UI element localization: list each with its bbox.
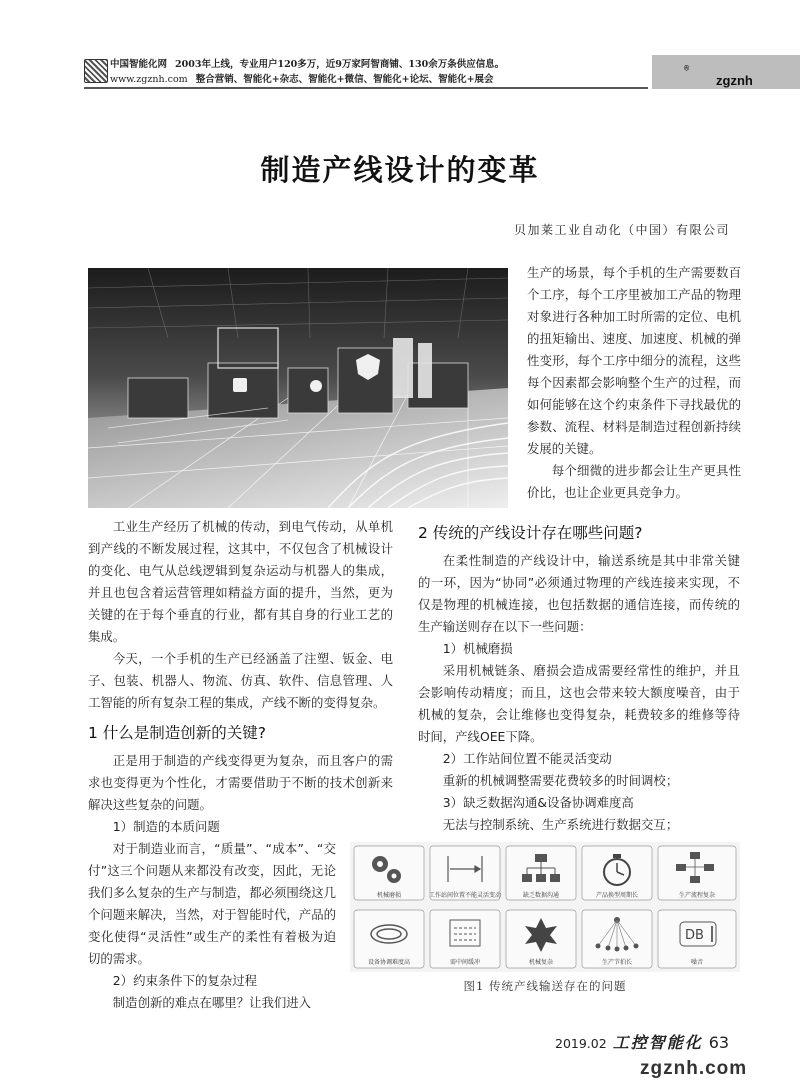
page-header <box>0 0 800 95</box>
paragraph: 正是用于制造的产线变得更为复杂，而且客户的需求也变得更为个性化，才需要借助于不断的技术创新来解决这些复杂的问题。 <box>88 753 393 812</box>
site-url[interactable]: www.zgznh.com <box>110 74 188 85</box>
header-line-2 <box>110 71 494 85</box>
figure-label: 缺乏数据沟通 <box>522 892 560 899</box>
subheading: 1）制造的本质问题 <box>112 819 220 834</box>
header-line-1 <box>110 56 504 70</box>
problem-figure-svg <box>350 842 740 972</box>
issue-date: 2019.02 <box>555 1036 607 1051</box>
section-heading-1: 1 什么是制造创新的关键? <box>88 724 267 742</box>
paragraph: 在柔性制造的产线设计中，输送系统是其中非常关键的一环，因为“协同”必须通过物理的产线连接来实现，不仅是物理的机械连接，也包括数据的通信连接，而传统的生产输送则存在以下一些问题： <box>418 553 740 634</box>
factory-illustration <box>88 268 508 508</box>
subheading: 2）工作站间位置不能灵活变动 <box>442 751 612 766</box>
figure-label: 产品换型周期长 <box>595 892 639 899</box>
left-column <box>88 516 393 1014</box>
factory-illustration-svg <box>88 268 508 508</box>
paragraph: 工业生产经历了机械的传动，到电气传动，从单机到产线的不断发展过程，这其中，不仅包含了机械设计的变化、电气从总线逻辑到复杂运动与机器人的集成，并且也包含着运营管理如精益方面的提升，当然，更为关键的在于每个垂直的行业，都有其自身的行业工艺的集成。 <box>88 519 393 644</box>
db-text: DB <box>685 928 704 943</box>
figure-label: 生产流程复杂 <box>678 892 716 899</box>
footer-site[interactable]: zgznh.com <box>640 1058 748 1079</box>
figure-label: 生产节拍长 <box>601 959 633 966</box>
site-name: 中国智能化网 <box>110 59 168 70</box>
brand-tab-label: zgznh <box>716 73 753 88</box>
figure-label: 机械复杂 <box>528 959 554 966</box>
figure-label: 设备协调难度高 <box>367 959 411 966</box>
brand-tab <box>652 55 800 89</box>
paragraph: 生产的场景，每个手机的生产需要数百个工序，每个工序里被加工产品的物理对象进行各种加工时所需的定位、电机的扭矩输出、速度、加速度、机械的弹性变形，每个工序中细分的流程，这些每个因素都会影响整个生产的过程，而如何能够在这个约束条件下寻找最优的参数、流程、材料是制造过程创新持续发展的关键。 <box>527 265 741 456</box>
page-footer <box>555 1030 729 1053</box>
problem-figure <box>350 842 740 972</box>
paragraph: 无法与控制系统、生产系统进行数据交互； <box>442 817 679 832</box>
header-rule <box>84 87 648 89</box>
section-heading-2: 2 传统的产线设计存在哪些问题? <box>418 524 643 542</box>
subheading: 1）机械磨损 <box>442 641 513 656</box>
right-top-text <box>527 262 741 504</box>
paragraph: 采用机械链条、磨损会造成需要经常性的维护，并且会影响传动精度；而且，这也会带来较大额度噪音，由于机械的复杂，会让维修也变得复杂，耗费较多的维修等待时间，产线OEE下降。 <box>418 663 740 744</box>
figure-label: 噪音 <box>690 959 704 966</box>
paragraph: 制造创新的难点在哪里？让我们进入 <box>112 995 312 1010</box>
header-tagline-1: 2003年上线，专业用户120多万，近9万家阿智商铺、130余万条供应信息。 <box>175 59 505 70</box>
page-number: 63 <box>708 1033 730 1052</box>
subheading: 3）缺乏数据沟通&设备协调难度高 <box>442 795 634 810</box>
registered-mark: ® <box>684 65 690 73</box>
right-column <box>418 522 740 836</box>
paragraph: 对于制造业而言，“质量”、“成本”、“交付”这三个问题从来都没有改变，因此，无论我们多么复杂的生产与制造，都必须围绕这几个问题来解决，当然，对于智能时代，产品的变化使得“灵活性”或生产的柔性有着极为迫切的需求。 <box>88 841 336 966</box>
paragraph: 今天，一个手机的生产已经涵盖了注塑、钣金、电子、包装、机器人、物流、仿真、软件、信息管理、人工智能的所有复杂工程的集成，产线不断的变得复杂。 <box>88 651 393 710</box>
article-company: 贝加莱工业自动化（中国）有限公司 <box>513 223 730 237</box>
article-title: 制造产线设计的变革 <box>260 153 540 187</box>
figure-label: 机械磨损 <box>376 892 402 899</box>
magazine-name: 工控智能化 <box>612 1033 703 1052</box>
paragraph: 重新的机械调整需要花费较多的时间调校； <box>442 773 679 788</box>
site-logo <box>84 59 108 83</box>
paragraph: 每个细微的进步都会让生产更具性价比，也让企业更具竞争力。 <box>527 463 741 500</box>
figure-label: 需中间缓冲 <box>449 959 481 966</box>
header-tagline-2: 整合营销、智能化+杂志、智能化+微信、智能化+论坛、智能化+展会 <box>195 74 494 85</box>
subheading: 2）约束条件下的复杂过程 <box>112 973 257 988</box>
figure-caption: 图1 传统产线输送存在的问题 <box>463 979 627 993</box>
figure-label: 工作站间位置不能灵活变动 <box>428 892 502 899</box>
